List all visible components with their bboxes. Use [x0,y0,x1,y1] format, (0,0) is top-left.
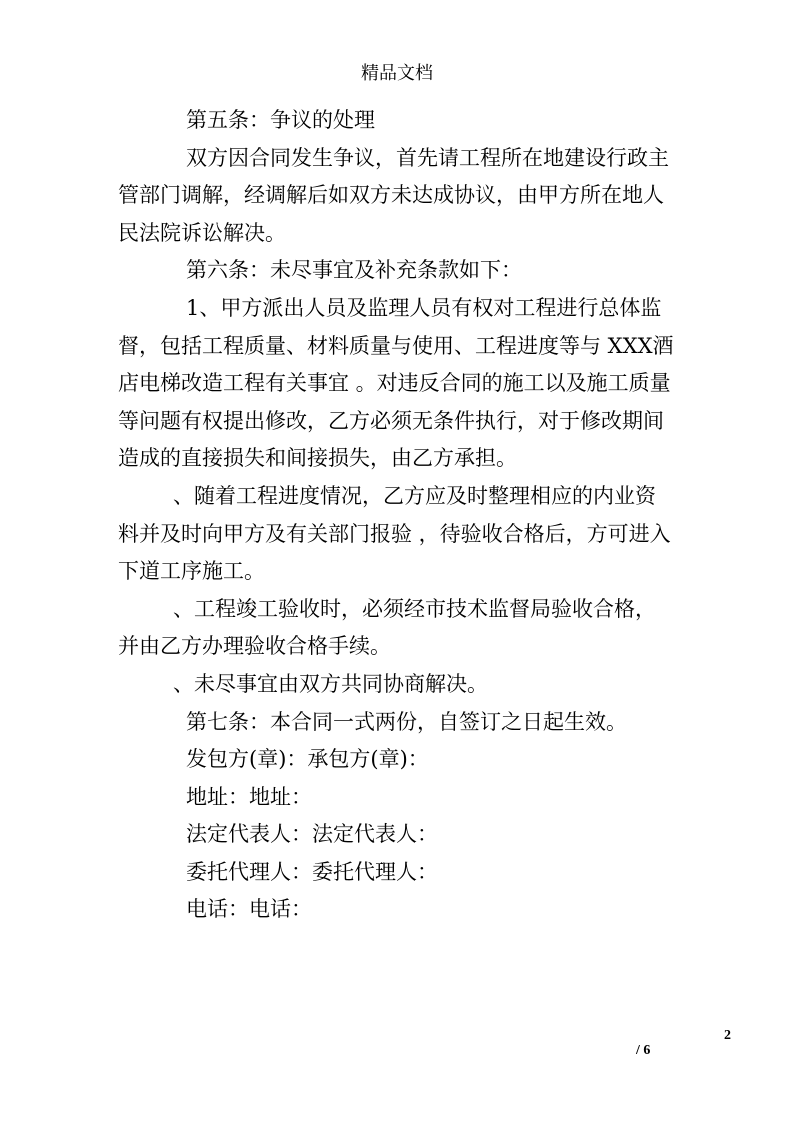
paragraph-line: 等问题有权提出修改，乙方必须无条件执行，对于修改期间 [118,408,664,433]
paragraph-line: 双方因合同发生争议，首先请工程所在地建设行政主 [186,145,669,170]
paragraph-line: 、工程竣工验收时，必须经市技术监督局验收合格， [173,596,656,621]
paragraph-line: 造成的直接损失和间接损失，由乙方承担。 [118,446,517,471]
paragraph-line: 、未尽事宜由双方共同协商解决。 [173,671,488,696]
paragraph-line: 料并及时向甲方及有关部门报验 ，待验收合格后，方可进入 [118,521,671,546]
signature-field-phone: 电话：电话： [186,897,312,922]
signature-field-legal-representative: 法定代表人：法定代表人： [186,822,438,847]
paragraph-line: 管部门调解，经调解后如双方未达成协议，由甲方所在地人 [118,183,664,208]
signature-field-seal: 发包方(章)：承包方(章)： [186,747,429,772]
document-body [118,102,676,929]
article-7-heading: 第七条：本合同一式两份，自签订之日起生效。 [186,709,627,734]
article-5-heading: 第五条：争议的处理 [186,108,375,132]
page-total: / 6 [636,1043,651,1058]
paragraph-line: 下道工序施工。 [118,559,265,584]
paragraph-line: 民法院诉讼解决。 [118,220,286,245]
paragraph-line: 并由乙方办理验收合格手续。 [118,634,391,659]
signature-field-agent: 委托代理人：委托代理人： [186,859,438,884]
document-header-title: 精品文档 [361,63,433,84]
page-number: 2 [724,1028,731,1043]
article-6-heading: 第六条：未尽事宜及补充条款如下： [186,258,522,283]
paragraph-line: 、随着工程进度情况，乙方应及时整理相应的内业资 [173,483,656,508]
paragraph-line: 店电梯改造工程有关事宜 。对违反合同的施工以及施工质量 [118,371,671,396]
paragraph-line: 督，包括工程质量、材料质量与使用、工程进度等与 XXX酒 [118,333,674,358]
paragraph-line: 1、甲方派出人员及监理人员有权对工程进行总体监 [186,295,662,320]
signature-field-address: 地址：地址： [186,784,312,809]
